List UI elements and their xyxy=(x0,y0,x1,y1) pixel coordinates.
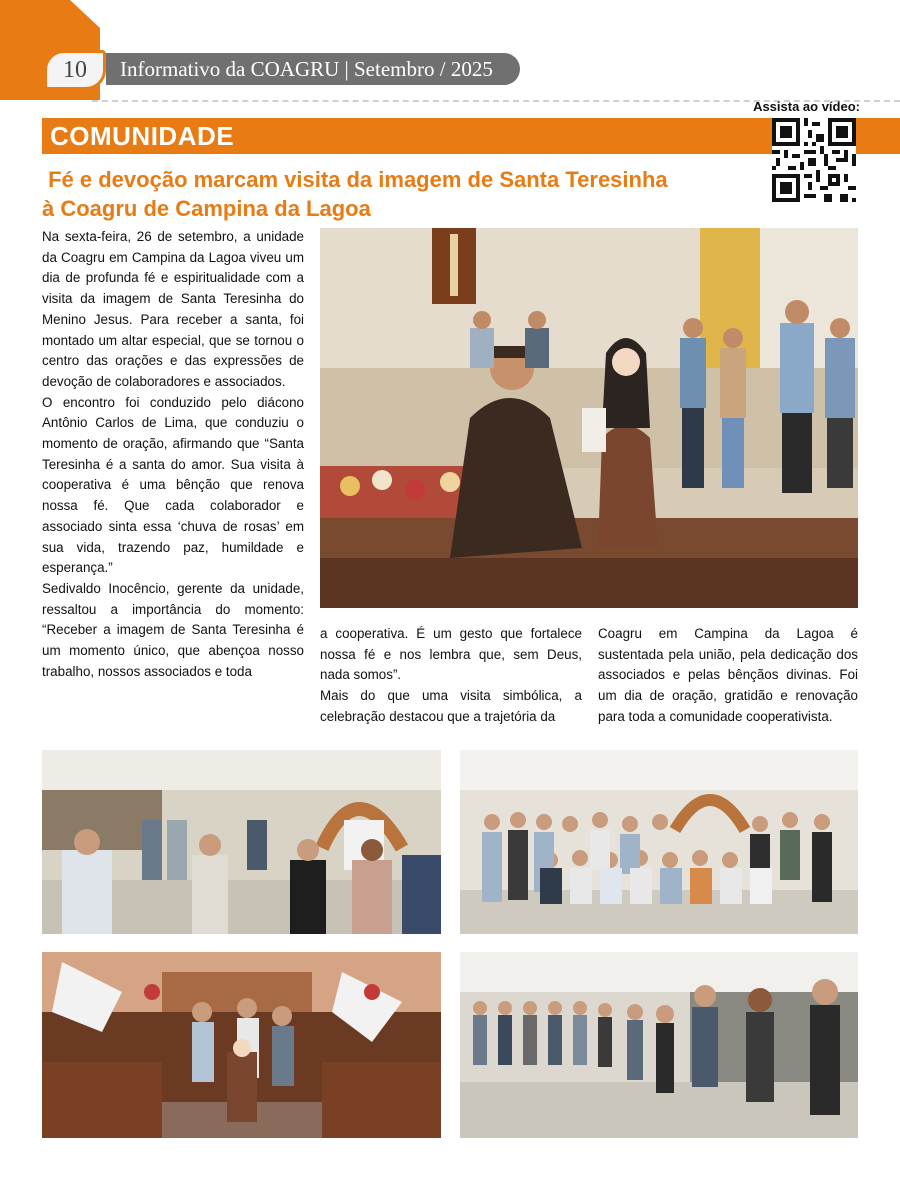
paragraph: O encontro foi conduzido pelo diácono Antônio Carlos de Lima, que conduziu o momento de oração, afirmando que “Santa Teresinha é a santa do amor. Sua visita à cooperativa é uma bênção que renova nossa fé. Que cada colaborador e associado sinta essa ‘chuva de rosas’ em sua vida, trazendo paz, humildade e esperança.” xyxy=(42,394,304,576)
paragraph: Sedivaldo Inocêncio, gerente da unidade, ressaltou a importância do momento: “Receber a imagem de Santa Teresinha é um momento único, que abençoa nosso trabalho, nossos associados e toda xyxy=(42,580,304,679)
headline-line-1: Fé e devoção marcam visita da imagem de Santa Teresinha xyxy=(42,167,668,192)
article-column-2 xyxy=(320,624,582,728)
photo-church-procession xyxy=(42,952,441,1138)
article-headline xyxy=(42,165,742,223)
article-column-1 xyxy=(42,227,304,682)
qr-caption: Assista ao vídeo: xyxy=(753,99,860,114)
headline-line-2: à Coagru de Campina da Lagoa xyxy=(42,196,371,221)
photo-prayer-circle xyxy=(42,750,441,934)
photo-store-circle xyxy=(460,952,858,1138)
photo-group xyxy=(460,750,858,934)
section-title: COMUNIDADE xyxy=(50,121,235,151)
paragraph: Na sexta-feira, 26 de setembro, a unidade da Coagru em Campina da Lagoa viveu um dia de profunda fé e espiritualidade com a visita da imagem de Santa Teresinha do Menino Jesus. Para receber a santa, foi montado um altar especial, que se tornou o centro das orações e das expressões de devoção de colaboradores e associados. xyxy=(42,229,304,389)
main-photo-altar xyxy=(320,228,858,608)
paragraph: a cooperativa. É um gesto que fortalece nossa fé e nos lembra que, sem Deus, nada somos”. xyxy=(320,626,582,683)
paragraph: Mais do que uma visita simbólica, a celebração destacou que a trajetória da xyxy=(320,688,582,724)
publication-title: Informativo da COAGRU | Setembro / 2025 xyxy=(106,53,520,85)
paragraph: Coagru em Campina da Lagoa é sustentada pela união, pela dedicação dos associados e pelas bênçãos divinas. Foi um dia de oração, gratidão e renovação para toda a comunidade cooperativista. xyxy=(598,626,858,724)
page-number: 10 xyxy=(44,50,106,90)
article-column-3 xyxy=(598,624,858,728)
qr-code-icon[interactable] xyxy=(772,118,856,202)
